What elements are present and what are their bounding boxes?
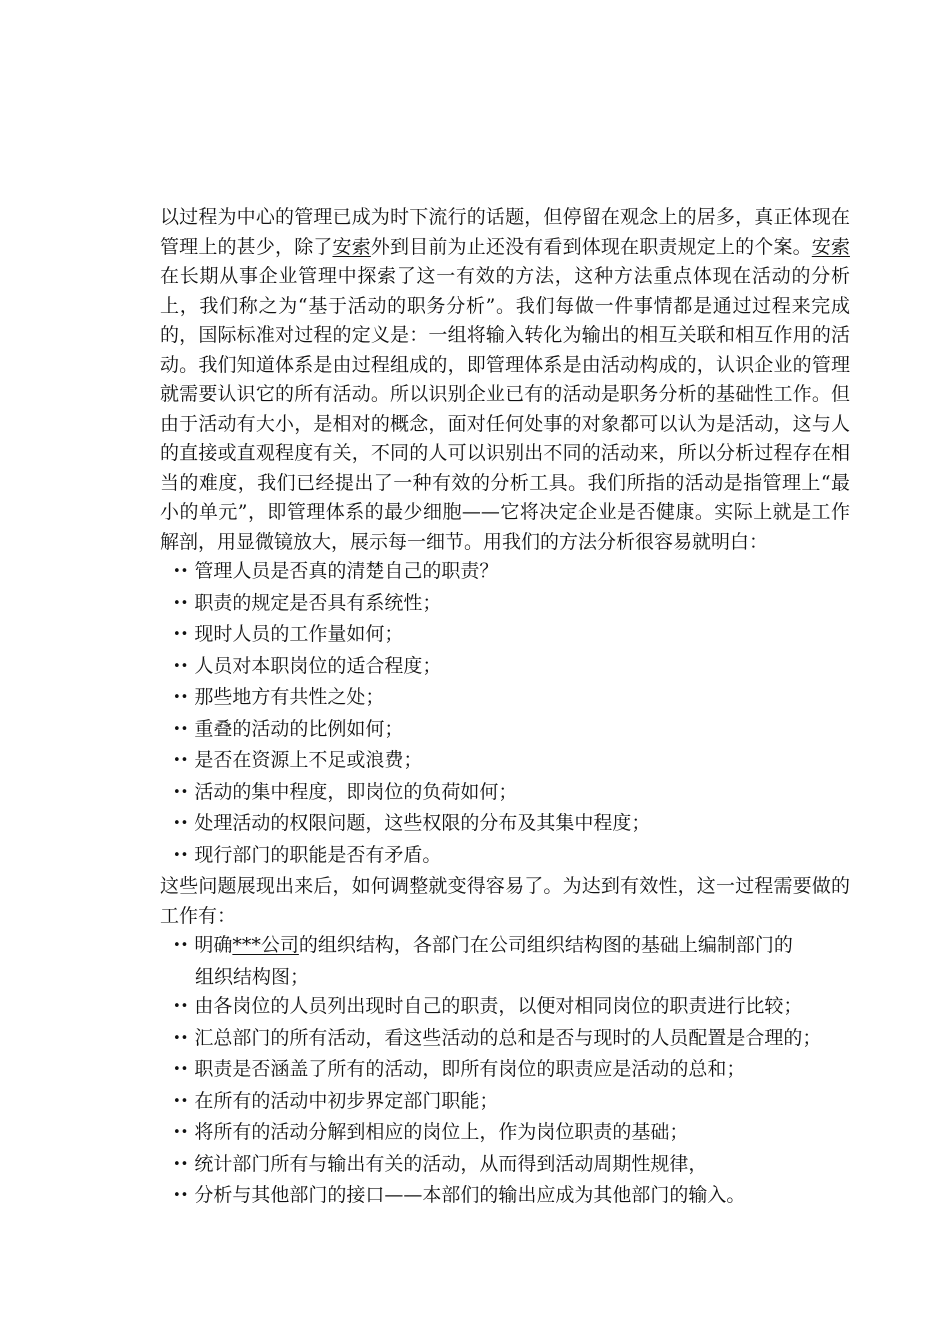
bullet-icon: •• — [173, 1030, 189, 1046]
bullet-icon: •• — [173, 690, 189, 705]
intro-paragraph: 以过程为中心的管理已成为时下流行的话题，但停留在观念上的居多，真正体现在管理上的甚少，除了安索外到目前为止还没有看到体现在职责规定上的个案。安索在长期从事企业管理中探索了这一有效的方法，这种方法重点体现在活动的分析上，我们称之为“基于活动的职务分析”。我们每做一件事情都是通过过程来完成的，国际标准对过程的定义是：一组将输入转化为输出的相互关联和相互作用的活动。我们知道体系是由过程组成的，即管理体系是由活动构成的，认识企业的管理就需要认识它的所有活动。所以识别企业已有的活动是职务分析的基础性工作。但由于活动有大小，是相对的概念，面对任何处事的对象都可以认为是活动，这与人的直接或直观程度有关，不同的人可以识别出不同的活动来，所以分析过程存在相当的难度，我们已经提出了一种有效的分析工具。我们所指的活动是指管理上“最小的单元”，即管理体系的最少细胞——它将决定企业是否健康。实际上就是工作解剖，用显微镜放大，展示每一细节。用我们的方法分析很容易就明白： — [160, 206, 850, 553]
bullet-icon: •• — [173, 564, 189, 579]
list-item: •• 人员对本职岗位的适合程度； — [173, 654, 442, 677]
bullet-icon: •• — [173, 1062, 189, 1077]
bullet-icon: •• — [173, 658, 189, 674]
bullet-icon: •• — [173, 847, 189, 863]
bullet-icon: •• — [173, 721, 189, 737]
list-item: •• 将所有的活动分解到相应的岗位上，作为岗位职责的基础； — [173, 1121, 689, 1143]
list-item: •• 由各岗位的人员列出现时自己的职责，以便对相同岗位的职责进行比较； — [173, 995, 803, 1017]
task-list — [160, 931, 850, 1213]
bullet-icon: •• — [173, 999, 189, 1014]
list-item: •• 在所有的活动中初步界定部门职能； — [173, 1089, 499, 1112]
bullet-icon: •• — [173, 753, 189, 768]
bullet-icon: •• — [173, 816, 189, 831]
middle-paragraph: 这些问题展现出来后，如何调整就变得容易了。为达到有效性，这一过程需要做的工作有： — [160, 875, 850, 927]
list-item: •• 现时人员的工作量如何； — [173, 623, 404, 645]
list-item: •• 管理人员是否真的清楚自己的职责？ — [173, 560, 499, 582]
list-item: •• 处理活动的权限问题，这些权限的分布及其集中程度； — [173, 812, 651, 834]
bullet-icon: •• — [173, 595, 189, 611]
list-item: •• 重叠的活动的比例如何； — [173, 717, 404, 740]
list-item: •• 明确***公司的组织结构，各部门在公司组织结构图的基础上编制部门的 组织结构图； — [173, 934, 793, 988]
list-item: •• 统计部门所有与输出有关的活动，从而得到活动周期性规律， — [173, 1152, 708, 1175]
company-link-3[interactable]: ***公司 — [232, 934, 299, 956]
company-link-1[interactable]: 安索 — [332, 235, 371, 258]
list-item: •• 汇总部门的所有活动，看这些活动的总和是否与现时的人员配置是合理的； — [173, 1026, 822, 1049]
bullet-icon: •• — [173, 938, 189, 953]
list-item: •• 是否在资源上不足或浪费； — [173, 749, 423, 771]
question-list — [160, 557, 850, 872]
bullet-icon: •• — [173, 1156, 189, 1172]
list-item: •• 活动的集中程度，即岗位的负荷如何； — [173, 780, 518, 803]
list-item: •• 分析与其他部门的接口——本部们的输出应成为其他部门的输入。 — [173, 1184, 746, 1206]
document-body — [160, 203, 850, 1213]
list-item: •• 职责的规定是否具有系统性； — [173, 591, 442, 614]
bullet-icon: •• — [173, 1125, 189, 1140]
bullet-icon: •• — [173, 784, 189, 800]
bullet-icon: •• — [173, 1188, 189, 1203]
bullet-icon: •• — [173, 627, 189, 642]
company-link-2[interactable]: 安索 — [811, 235, 850, 258]
list-item: •• 职责是否涵盖了所有的活动，即所有岗位的职责应是活动的总和； — [173, 1058, 746, 1080]
bullet-icon: •• — [173, 1093, 189, 1109]
list-item: •• 那些地方有共性之处； — [173, 686, 385, 708]
list-item: •• 现行部门的职能是否有矛盾。 — [173, 843, 442, 866]
